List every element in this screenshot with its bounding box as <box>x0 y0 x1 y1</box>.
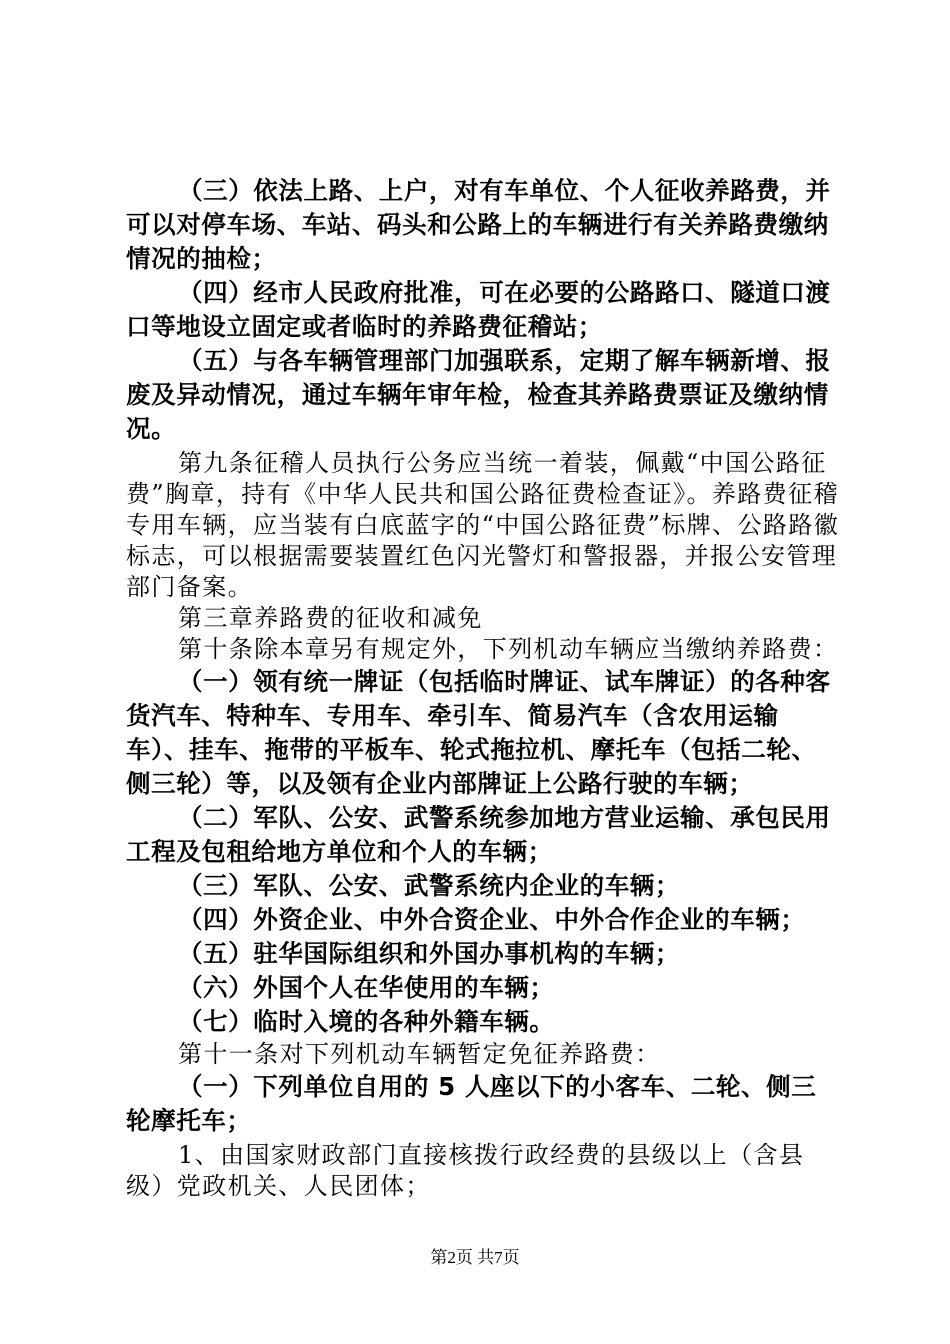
chapter-heading: 第三章养路费的征收和减免 <box>178 604 483 632</box>
paragraph-item-5: （五）与各车辆管理部门加强联系，定期了解车辆新增、报废及异动情况，通过车辆年审年检，检查其养路费票证及缴纳情况。 <box>126 346 831 443</box>
paragraph-item-1: （一）领有统一牌证（包括临时牌证、试车牌证）的各种客货汽车、特种车、专用车、牵引车、简易汽车（含农用运输车）、挂车、拖带的平板车、轮式拖拉机、摩托车（包括二轮、侧三轮）等，以及领有企业内部牌证上公路行驶的车辆； <box>126 667 831 798</box>
paragraph-item-6: （六）外国个人在华使用的车辆； <box>178 973 555 1002</box>
paragraph-exempt-item-1: （一）下列单位自用的 5 人座以下的小客车、二轮、侧三轮摩托车； <box>126 1072 817 1135</box>
paragraph-item-5b: （五）驻华国际组织和外国办事机构的车辆； <box>178 939 680 968</box>
paragraph-item-2: （二）军队、公安、武警系统参加地方营业运输、承包民用工程及包租给地方单位和个人的车辆； <box>126 803 831 866</box>
paragraph-item-4b: （四）外资企业、中外合资企业、中外合作企业的车辆； <box>178 905 806 934</box>
paragraph-item-7: （七）临时入境的各种外籍车辆。 <box>178 1007 555 1036</box>
paragraph-item-3b: （三）军队、公安、武警系统内企业的车辆； <box>178 871 680 900</box>
paragraph-article-9: 第九条征稽人员执行公务应当统一着装，佩戴“中国公路征费”胸章，持有《中华人民共和国公路征费检查证》。养路费征稽专用车辆，应当装有白底蓝字的“中国公路征费”标牌、公路路徽标志，可以根据需要装置红色闪光警灯和警报器，并报公安管理部门备案。 <box>126 449 840 601</box>
paragraph-article-10: 第十条除本章另有规定外，下列机动车辆应当缴纳养路费： <box>178 635 839 663</box>
paragraph-article-11: 第十一条对下列机动车辆暂定免征养路费： <box>178 1040 661 1068</box>
page-number-footer: 第2页 共7页 <box>430 1248 520 1267</box>
paragraph-item-4: （四）经市人民政府批准，可在必要的公路路口、隧道口渡口等地设立固定或者临时的养路费征稽站； <box>126 278 831 341</box>
body-text <box>126 174 841 1202</box>
paragraph-exempt-sub-1: 1、由国家财政部门直接核拨行政经费的县级以上（含县级）党政机关、人民团体； <box>126 1141 805 1200</box>
paragraph-item-3: （三）依法上路、上户，对有车单位、个人征收养路费，并可以对停车场、车站、码头和公路上的车辆进行有关养路费缴纳情况的抽检； <box>126 176 831 273</box>
